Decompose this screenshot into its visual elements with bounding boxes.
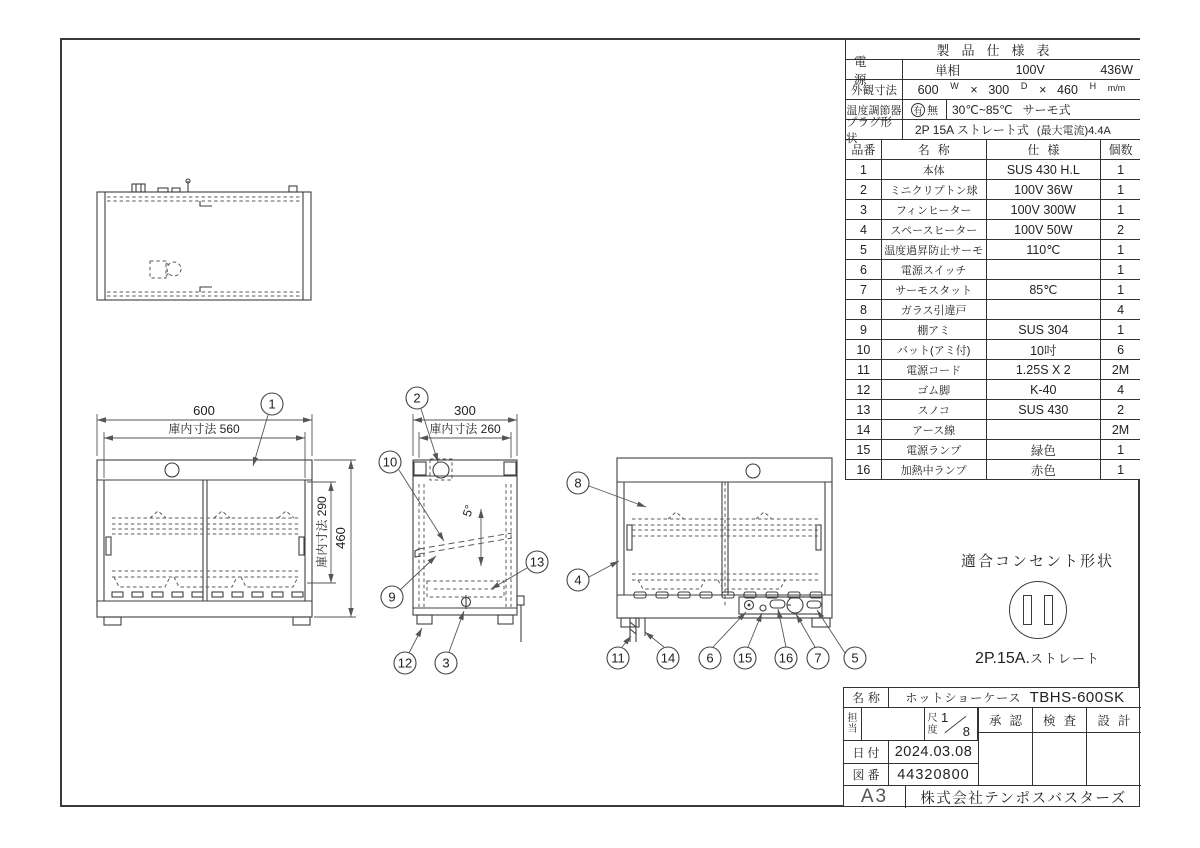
power-lamp-icon [760,605,766,611]
date-value: 2024.03.08 [889,741,978,764]
callout-15 [734,647,756,669]
paper-size: A3 [844,786,906,808]
dimensions-value: 600 W × 300 D × 460 H m/m [917,80,1126,97]
callout-1 [261,393,283,415]
svg-text:1: 1 [268,396,276,412]
callout-12 [394,652,416,674]
spec-row-dimensions [846,79,1140,99]
dim-front-height: 460 [333,527,348,549]
product-model: TBHS-600SK [1029,689,1125,706]
thermostat-yesno: 有 無 [903,100,947,119]
svg-text:15: 15 [737,650,753,666]
dwg-no-value: 44320800 [889,764,978,786]
svg-text:4: 4 [574,572,582,588]
dim-tray-angle: 5° [459,503,477,519]
callout-2 [406,387,428,409]
parts-row: 8 ガラス引違戸 4 [846,299,1140,319]
power-value: 単相 100V 436W [935,62,1133,78]
power-label: 電 源 [846,60,903,79]
dim-side-inner-depth: 庫内寸法 260 [429,422,501,436]
spec-table [845,40,1140,480]
inspection-signature [1032,733,1086,786]
staff-label: 担当 [844,708,862,741]
parts-row: 12 ゴム脚 K-40 4 [846,379,1140,399]
dim-front-inner-width: 庫内寸法 560 [168,422,240,436]
svg-text:9: 9 [388,589,396,605]
parts-row: 16 加熱中ランプ 赤色 1 [846,459,1140,479]
product-title [889,688,1141,708]
outlet-section [930,550,1145,668]
plan-view [97,179,311,300]
scale-denominator: 8 [962,724,970,739]
front-view [97,403,356,625]
company-name: 株式会社テンポスバスターズ [920,790,1127,807]
heating-lamp-icon [770,600,785,608]
svg-text:11: 11 [611,650,625,666]
outlet-title: 適合コンセント形状 [960,553,1114,570]
parts-row: 2 ミニクリプトン球 100V 36W 1 [846,179,1140,199]
parts-row: 6 電源スイッチ 1 [846,259,1140,279]
dim-side-depth: 300 [454,403,476,418]
svg-text:12: 12 [397,655,413,671]
product-name: ホットショーケース [905,691,1022,705]
svg-text:14: 14 [660,650,676,666]
svg-text:3: 3 [442,655,450,671]
parts-row: 9 棚アミ SUS 304 1 [846,319,1140,339]
parts-row: 15 電源ランプ 緑色 1 [846,439,1140,459]
callout-8 [567,472,589,494]
title-block [843,687,1140,807]
parts-row: 5 温度過昇防止サーモ 110℃ 1 [846,239,1140,259]
svg-text:5: 5 [851,650,859,666]
outlet-slot-left [1023,595,1032,625]
svg-text:16: 16 [778,650,794,666]
plug-label: プラグ形状 [846,120,903,139]
svg-text:7: 7 [814,650,822,666]
callout-6 [699,647,721,669]
callout-7 [807,647,829,669]
scale-cell [925,708,978,741]
lamp-icon [165,463,179,477]
side-view [413,403,524,642]
outlet-label: 2P.15A.ストレート [975,650,1100,667]
parts-row: 3 フィンヒーター 100V 300W 1 [846,199,1140,219]
parts-row: 7 サーモスタット 85℃ 1 [846,279,1140,299]
callout-4 [567,569,589,591]
outlet-slot-right [1044,595,1053,625]
svg-text:10: 10 [382,454,398,470]
callout-13 [526,551,548,573]
callout-5 [844,647,866,669]
door-handle-left [106,537,111,555]
approval-label: 承認 [978,708,1032,733]
tilted-tray [419,533,512,549]
svg-text:13: 13 [529,554,545,570]
dimensions-label: 外観寸法 [846,80,903,99]
design-label: 設計 [1086,708,1141,733]
dim-front-inner-height: 庫内寸法 290 [315,496,329,568]
parts-row: 4 スペースヒーター 100V 50W 2 [846,219,1140,239]
callout-9 [381,586,403,608]
callout-14 [657,647,679,669]
svg-text:8: 8 [574,475,582,491]
callout-16 [775,647,797,669]
parts-row: 13 スノコ SUS 430 2 [846,399,1140,419]
parts-header: 品番 名称 仕様 個数 [846,139,1140,159]
thermostat-label: 温度調節器 [846,100,903,119]
dim-front-width: 600 [193,403,215,418]
svg-text:6: 6 [706,650,714,666]
rear-view [617,458,832,642]
spec-row-power [846,54,1140,87]
dwg-no-label: 図番 [844,764,889,786]
spec-row-plug [846,116,1140,145]
name-label: 名称 [844,688,889,708]
callout-11 [607,647,629,669]
parts-row: 11 電源コード 1.25S X 2 2M [846,359,1140,379]
scale-label: 尺度 [927,713,938,736]
parts-row: 10 バット(アミ付) 10吋 6 [846,339,1140,359]
scale-numerator: 1 [941,710,949,725]
svg-text:2: 2 [413,390,421,406]
door-handle-right [299,537,304,555]
plug-value: 2P 15A ストレート式 (最大電流)4.4A [915,123,1111,137]
thermostat-value: 30℃~85℃ サーモ式 [952,102,1071,117]
spec-table-title: 製品仕様表 [936,43,1062,58]
lamp-outline [150,261,166,278]
approval-signature [978,733,1032,786]
outlet-socket-icon [1009,581,1067,639]
staff-value [862,708,925,741]
thermo-reset-icon [807,601,821,608]
date-label: 日付 [844,741,889,764]
design-signature [1086,733,1141,786]
parts-row: 14 アース線 2M [846,419,1140,439]
parts-row: 1 本体 SUS 430 H.L 1 [846,159,1140,179]
callout-3 [435,652,457,674]
callout-10 [379,451,401,473]
inspection-label: 検査 [1032,708,1086,733]
